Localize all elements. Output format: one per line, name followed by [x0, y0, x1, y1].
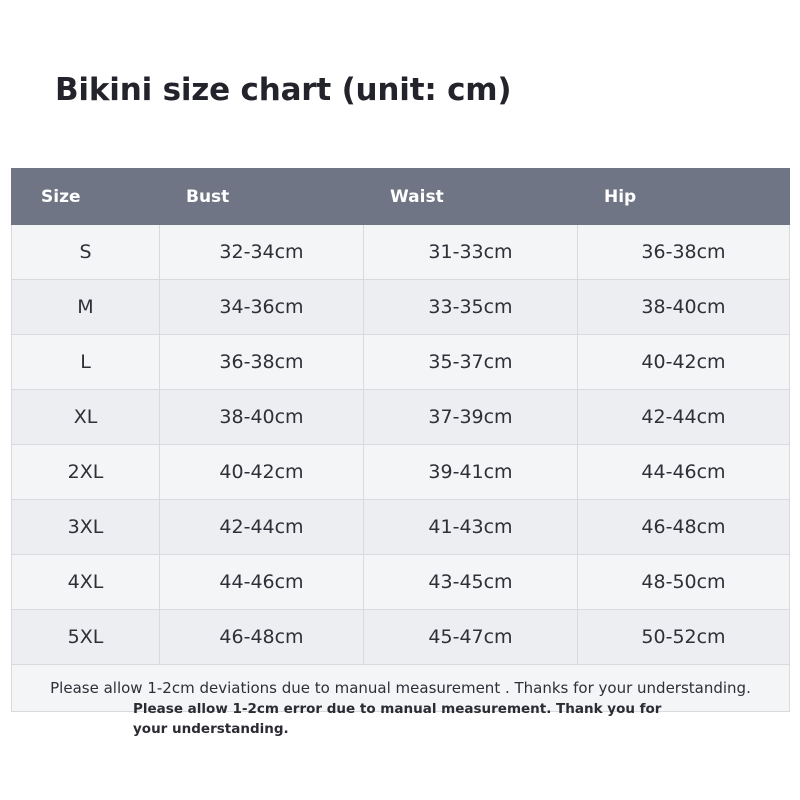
cell-size: M [12, 280, 160, 335]
cell-bust: 38-40cm [160, 390, 364, 445]
cell-bust: 36-38cm [160, 335, 364, 390]
table-row [12, 555, 790, 610]
table-row [12, 610, 790, 665]
cell-waist: 43-45cm [364, 555, 578, 610]
cell-hip: 44-46cm [578, 445, 790, 500]
cell-hip: 50-52cm [578, 610, 790, 665]
column-header-hip: Hip [578, 169, 790, 225]
cell-waist: 31-33cm [364, 225, 578, 280]
table-row [12, 225, 790, 280]
table-row [12, 445, 790, 500]
cell-hip: 42-44cm [578, 390, 790, 445]
table-row [12, 280, 790, 335]
measurement-footnote: Please allow 1-2cm error due to manual measurement. Thank you for your understanding. [133, 701, 662, 737]
cell-size: L [12, 335, 160, 390]
cell-bust: 42-44cm [160, 500, 364, 555]
column-header-size: Size [12, 169, 160, 225]
cell-size: 2XL [12, 445, 160, 500]
cell-size: 5XL [12, 610, 160, 665]
cell-bust: 34-36cm [160, 280, 364, 335]
table-header-row [12, 169, 790, 225]
cell-bust: 44-46cm [160, 555, 364, 610]
column-header-waist: Waist [364, 169, 578, 225]
table-body [12, 225, 790, 712]
cell-waist: 45-47cm [364, 610, 578, 665]
cell-size: 4XL [12, 555, 160, 610]
cell-hip: 40-42cm [578, 335, 790, 390]
size-chart-table [11, 168, 790, 712]
table-row [12, 335, 790, 390]
measurement-note: Please allow 1-2cm deviations due to manual measurement . Thanks for your understanding. [12, 665, 790, 712]
cell-waist: 39-41cm [364, 445, 578, 500]
cell-hip: 36-38cm [578, 225, 790, 280]
column-header-bust: Bust [160, 169, 364, 225]
cell-bust: 46-48cm [160, 610, 364, 665]
cell-waist: 41-43cm [364, 500, 578, 555]
cell-waist: 35-37cm [364, 335, 578, 390]
cell-waist: 33-35cm [364, 280, 578, 335]
cell-hip: 46-48cm [578, 500, 790, 555]
table-row [12, 390, 790, 445]
cell-size: 3XL [12, 500, 160, 555]
page-title: Bikini size chart (unit: cm) [55, 72, 512, 108]
cell-hip: 48-50cm [578, 555, 790, 610]
cell-hip: 38-40cm [578, 280, 790, 335]
table-row [12, 500, 790, 555]
cell-waist: 37-39cm [364, 390, 578, 445]
cell-size: S [12, 225, 160, 280]
cell-size: XL [12, 390, 160, 445]
cell-bust: 32-34cm [160, 225, 364, 280]
table-header [12, 169, 790, 225]
cell-bust: 40-42cm [160, 445, 364, 500]
